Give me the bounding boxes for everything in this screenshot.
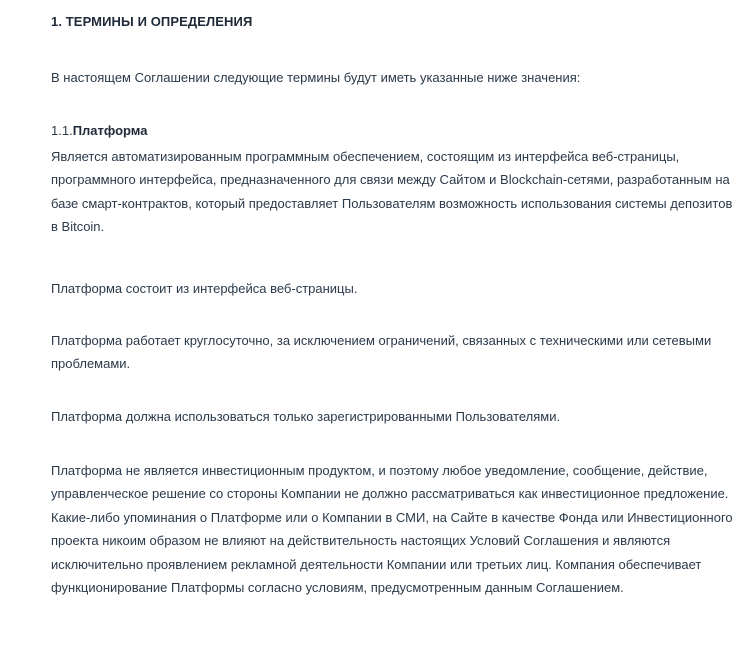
paragraph-definition: Является автоматизированным программным обеспечением, состоящим из интерфейса веб-страницы, программного интерфейса, предназначенного для связи между Сайтом и Blockchain-сетями, разработанным на базе смарт-контрактов, который предоставляет Пользователям возможность использования системы депозитов в Bitcoin. <box>51 149 733 235</box>
section-title: 1. ТЕРМИНЫ И ОПРЕДЕЛЕНИЯ <box>51 14 253 29</box>
subsection-term: Платформа <box>72 123 148 138</box>
paragraph-registered-users: Платформа должна использоваться только зарегистрированными Пользователями. <box>51 409 561 424</box>
subsection-number: 1.1. <box>51 123 73 138</box>
section-intro: В настоящем Соглашении следующие термины будут иметь указанные ниже значения: <box>51 70 581 85</box>
paragraph-interface: Платформа состоит из интерфейса веб-страницы. <box>51 281 358 296</box>
paragraph-availability: Платформа работает круглосуточно, за исключением ограничений, связанных с техническими или сетевыми проблемами. <box>51 333 712 372</box>
subsection-heading <box>51 121 147 141</box>
paragraph-not-investment: Платформа не является инвестиционным продуктом, и поэтому любое уведомление, сообщение, действие, управленческое решение со стороны Компании не должно рассматриваться как инвестиционное предложение. Какие-либо упоминания о Платформе или о Компании в СМИ, на Сайте в качестве Фонда или Инвестиционного проекта никоим образом не влияют на действительность настоящих Условий Соглашения и являются исключительно проявлением рекламной деятельности Компании или третьих лиц. Компания обеспечивает функционирование Платформы согласно условиям, предусмотренным данным Соглашением. <box>51 463 733 596</box>
